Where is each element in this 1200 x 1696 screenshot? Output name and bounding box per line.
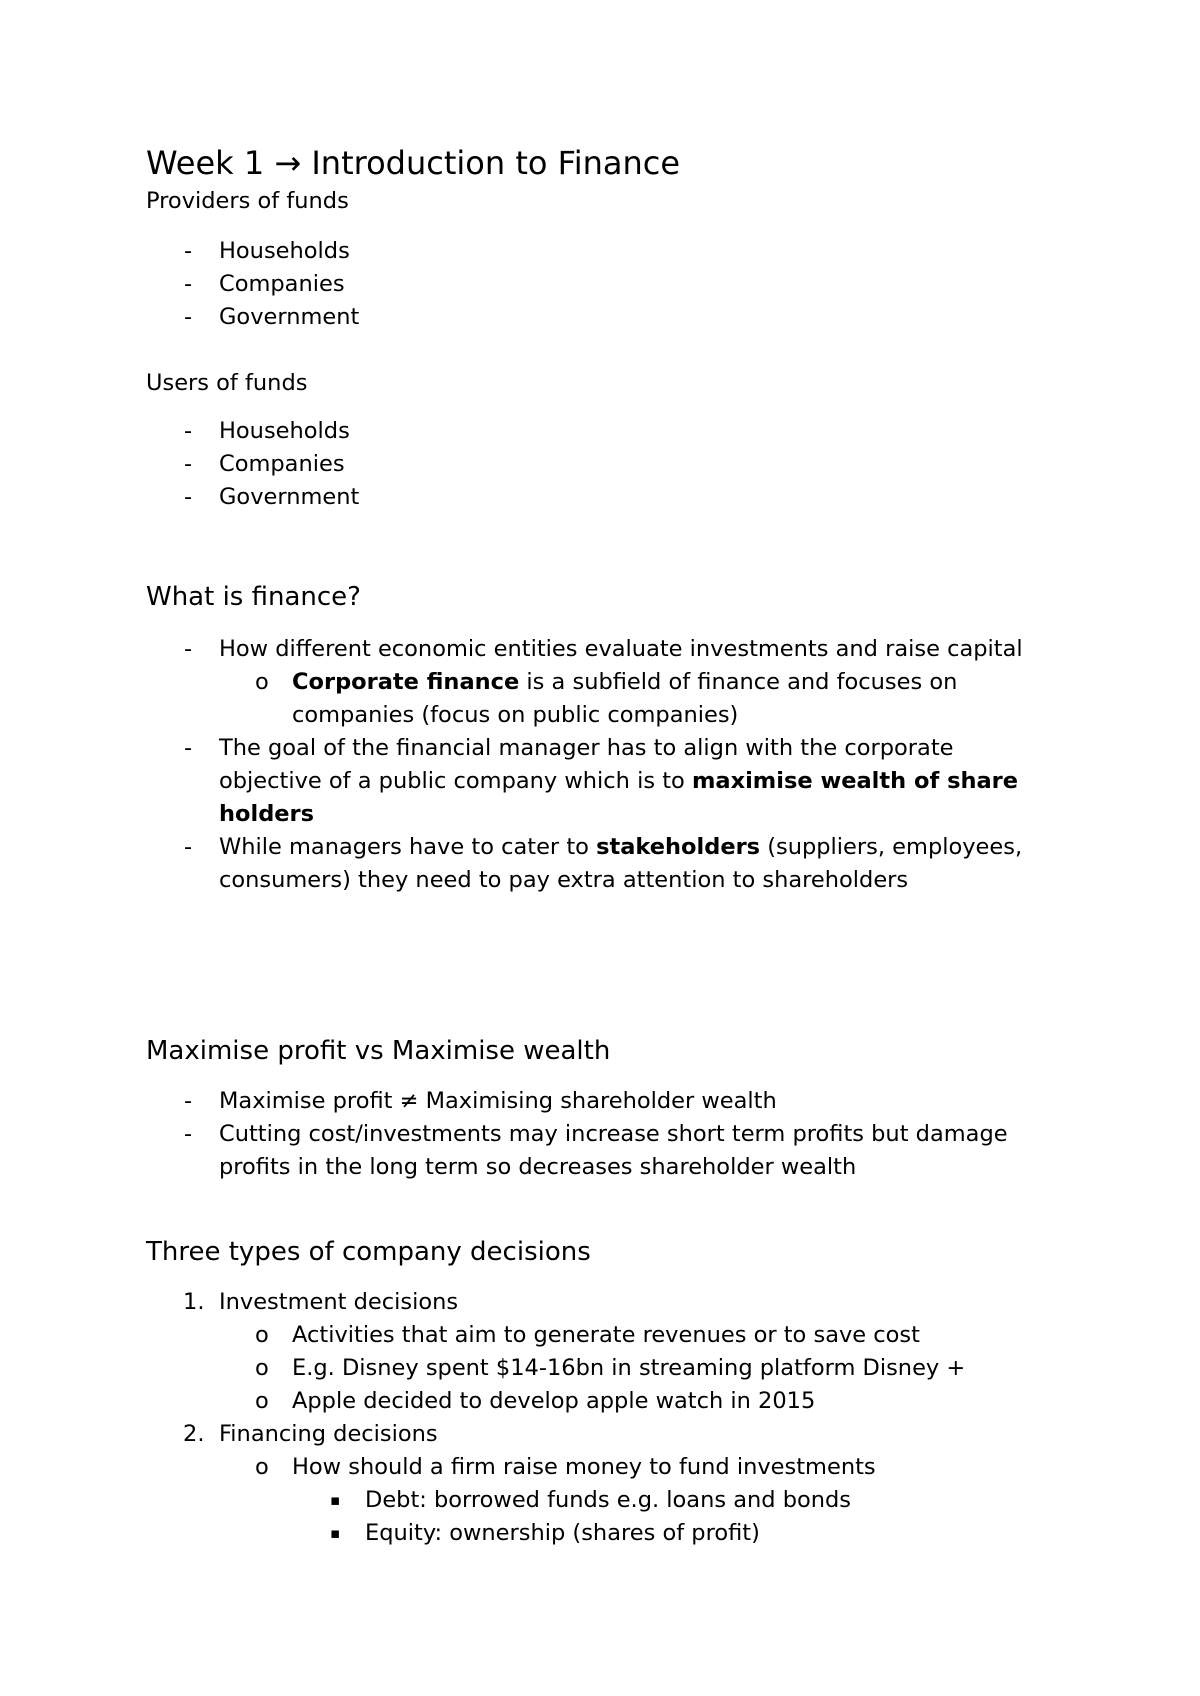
list-item-text: Government [219, 484, 360, 510]
maximise-wealth-term: maximise wealth of share holders [219, 768, 1019, 827]
list-item-text: E.g. Disney spent $14-16bn in streaming platform Disney + [292, 1355, 966, 1381]
list-item [0, 415, 1029, 448]
list-item-text: Equity: ownership (shares of profit) [365, 1520, 760, 1546]
list-item-text: How should a firm raise money to fund investments [292, 1454, 876, 1480]
list-number: 1. [183, 1289, 205, 1315]
list-item [0, 1418, 1029, 1451]
list-item [0, 666, 1029, 732]
what-is-finance-list [0, 633, 1029, 897]
dash-bullet: - [184, 418, 193, 444]
list-item [0, 732, 1029, 831]
list-item-text: Cutting cost/investments may increase short term profits but damage profits in the long term so decreases shareholder wealth [219, 1121, 1008, 1180]
list-item [0, 1352, 1029, 1385]
list-item [0, 301, 1029, 334]
page-title: Week 1 → Introduction to Finance [146, 144, 681, 182]
list-item-text: The goal of the financial manager has to align with the corporate objective of a public company which is to [219, 735, 954, 794]
list-item-text: While managers have to cater to [219, 834, 597, 860]
circle-bullet: o [255, 1355, 269, 1381]
dash-bullet: - [184, 304, 193, 330]
list-item [0, 1484, 1029, 1517]
dash-bullet: - [184, 271, 193, 297]
providers-heading: Providers of funds [146, 188, 349, 214]
list-item [0, 448, 1029, 481]
list-item [0, 1118, 1029, 1184]
list-item-text: Financing decisions [219, 1421, 438, 1447]
section-heading-profit-vs-wealth: Maximise profit vs Maximise wealth [146, 1036, 611, 1066]
circle-bullet: o [255, 1322, 269, 1348]
list-item-text: Maximise profit ≠ Maximising shareholder wealth [219, 1088, 777, 1114]
list-item-text: Activities that aim to generate revenues or to save cost [292, 1322, 920, 1348]
list-item [0, 1319, 1029, 1352]
square-bullet: ▪ [330, 1524, 341, 1542]
corporate-finance-term: Corporate finance [292, 669, 520, 695]
list-item-text: Households [219, 238, 350, 264]
dash-bullet: - [184, 636, 193, 662]
profit-vs-wealth-list [0, 1085, 1029, 1184]
list-item-text: is a subfield of finance and focuses on companies (focus on public companies) [292, 669, 958, 728]
list-item-text: Companies [219, 451, 345, 477]
list-item [0, 1385, 1029, 1418]
circle-bullet: o [255, 1454, 269, 1480]
decisions-list [0, 1286, 1029, 1550]
section-heading-what-is-finance: What is finance? [146, 582, 361, 612]
users-list [0, 415, 1029, 514]
stakeholders-term: stakeholders [596, 834, 761, 860]
list-item [0, 1085, 1029, 1118]
circle-bullet: o [255, 669, 269, 695]
list-item [0, 268, 1029, 301]
dash-bullet: - [184, 1088, 193, 1114]
list-item [0, 1286, 1029, 1319]
dash-bullet: - [184, 1121, 193, 1147]
dash-bullet: - [184, 484, 193, 510]
list-number: 2. [183, 1421, 205, 1447]
list-item [0, 1517, 1029, 1550]
list-item-text: How different economic entities evaluate investments and raise capital [219, 636, 1023, 662]
dash-bullet: - [184, 834, 193, 860]
dash-bullet: - [184, 238, 193, 264]
list-item [0, 481, 1029, 514]
list-item-text: Apple decided to develop apple watch in 2015 [292, 1388, 816, 1414]
list-item-text: Households [219, 418, 350, 444]
list-item [0, 235, 1029, 268]
section-heading-decisions: Three types of company decisions [146, 1237, 591, 1267]
dash-bullet: - [184, 735, 193, 761]
users-heading: Users of funds [146, 370, 308, 396]
circle-bullet: o [255, 1388, 269, 1414]
square-bullet: ▪ [330, 1491, 341, 1509]
list-item [0, 1451, 1029, 1484]
list-item-text: Investment decisions [219, 1289, 459, 1315]
list-item [0, 831, 1029, 897]
list-item-text: Government [219, 304, 360, 330]
list-item [0, 633, 1029, 666]
list-item-text: (suppliers, employees, consumers) they need to pay extra attention to shareholders [219, 834, 1023, 893]
dash-bullet: - [184, 451, 193, 477]
providers-list [0, 235, 1029, 334]
list-item-text: Debt: borrowed funds e.g. loans and bonds [365, 1487, 852, 1513]
list-item-text: Companies [219, 271, 345, 297]
